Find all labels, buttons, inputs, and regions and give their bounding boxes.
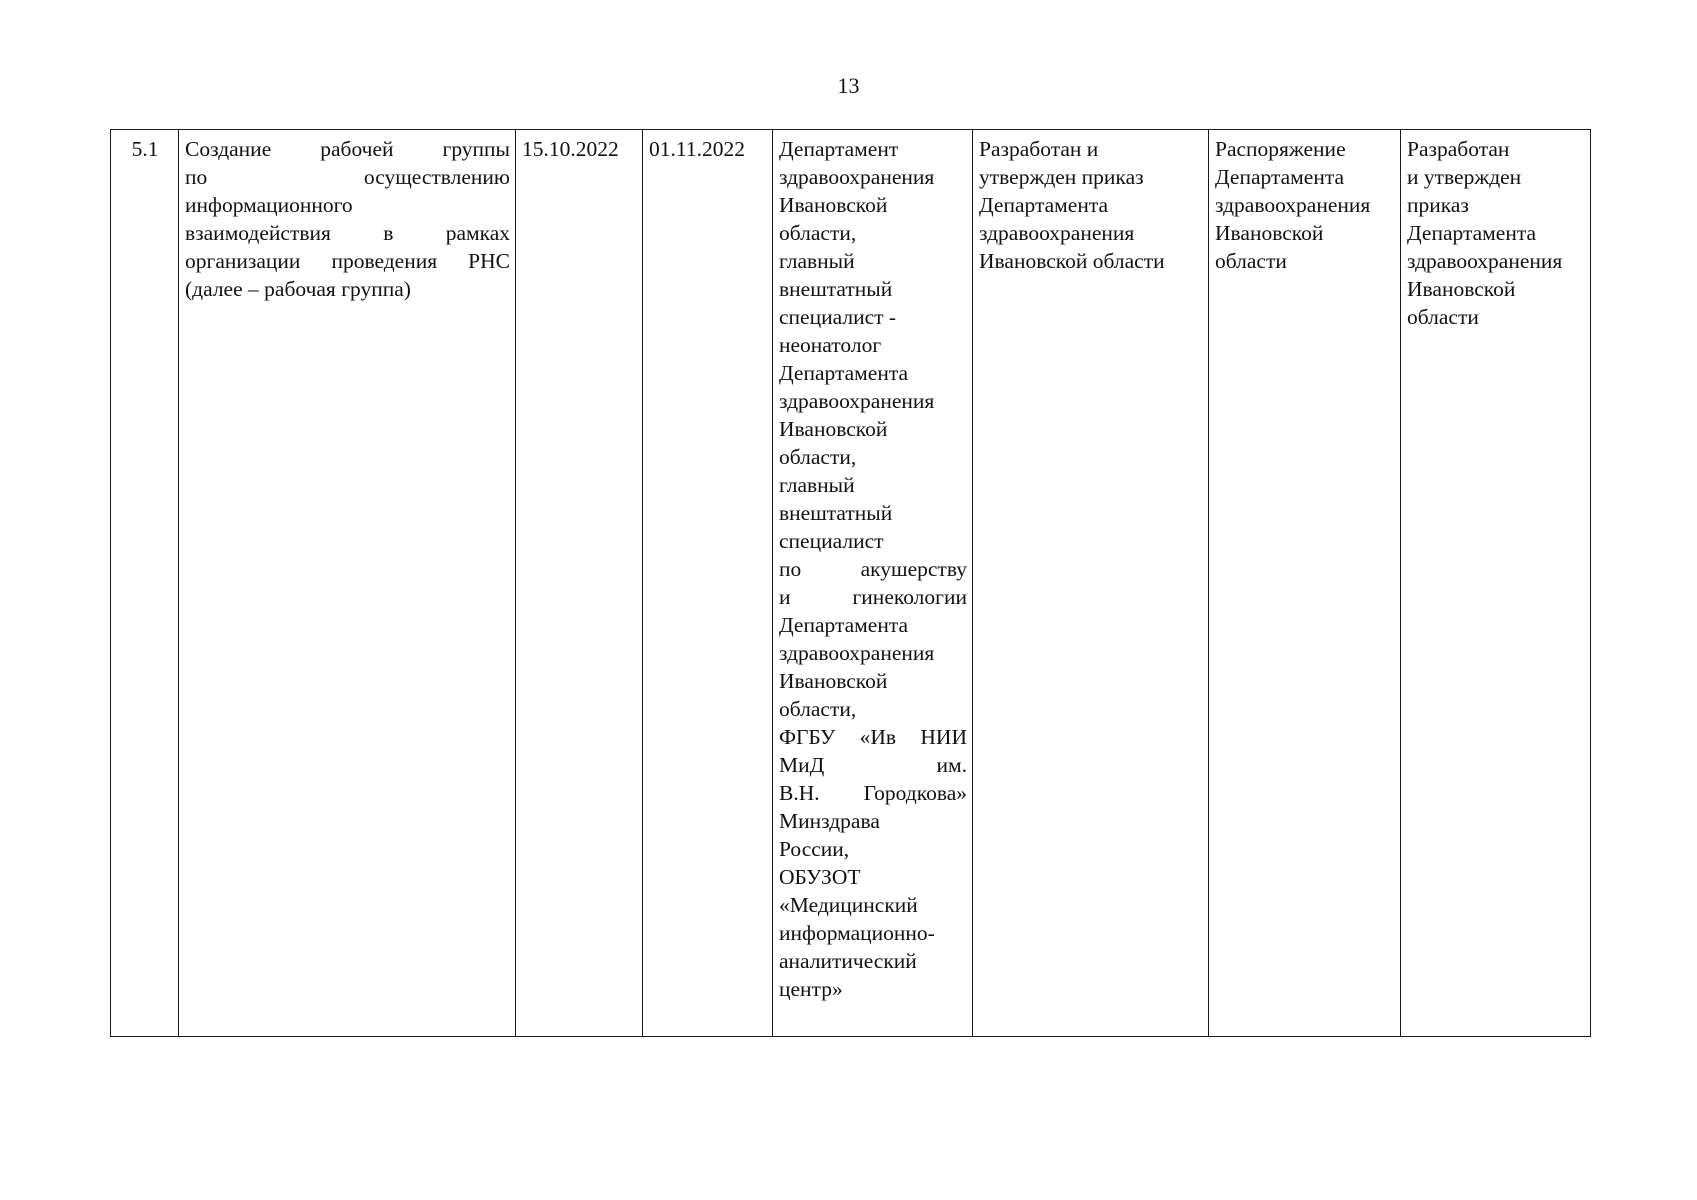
- activity-line: организации проведения РНС: [185, 249, 510, 273]
- responsible-line: России,: [779, 837, 850, 861]
- row-number: 5.1: [131, 137, 159, 161]
- document-cell: [1209, 130, 1401, 1037]
- document-line: Ивановской: [1215, 221, 1324, 245]
- responsible-line: специалист: [779, 529, 884, 553]
- result-line: утвержден приказ: [979, 165, 1144, 189]
- responsible-line: здравоохранения: [779, 389, 935, 413]
- outcome-line: области: [1407, 305, 1479, 329]
- result-line: Разработан и: [979, 137, 1099, 161]
- outcome-line: и утвержден: [1407, 165, 1522, 189]
- responsible-line: области,: [779, 445, 857, 469]
- row-number-cell: [111, 130, 179, 1037]
- document-line: Распоряжение: [1215, 137, 1346, 161]
- responsible-line: Департамента: [779, 613, 909, 637]
- activity-line: взаимодействия в рамках: [185, 221, 510, 245]
- table-row: [111, 130, 1591, 1037]
- responsible-line: Департамент: [779, 137, 899, 161]
- responsible-line: внештатный: [779, 501, 893, 525]
- outcome-cell: [1401, 130, 1591, 1037]
- activity-line: (далее – рабочая группа): [185, 277, 411, 301]
- responsible-cell: [773, 130, 973, 1037]
- document-text: [1215, 135, 1395, 275]
- responsible-line: аналитический: [779, 949, 917, 973]
- outcome-line: Ивановской: [1407, 277, 1516, 301]
- result-line: Ивановской области: [979, 249, 1165, 273]
- document-line: области: [1215, 249, 1287, 273]
- end-date: 01.11.2022: [649, 137, 745, 161]
- responsible-line: и гинекологии: [779, 585, 967, 609]
- responsible-line: информационно-: [779, 921, 935, 945]
- responsible-line: Минздрава: [779, 809, 880, 833]
- activity-cell: [179, 130, 516, 1037]
- outcome-line: приказ: [1407, 193, 1469, 217]
- result-line: Департамента: [979, 193, 1109, 217]
- activity-line: информационного: [185, 193, 353, 217]
- responsible-line: центр»: [779, 977, 843, 1001]
- responsible-text: [779, 135, 967, 1003]
- responsible-line: МиД им.: [779, 753, 967, 777]
- responsible-line: области,: [779, 221, 857, 245]
- result-cell: [973, 130, 1209, 1037]
- responsible-line: ОБУЗОТ: [779, 865, 861, 889]
- outcome-line: Разработан: [1407, 137, 1510, 161]
- responsible-line: специалист -: [779, 305, 897, 329]
- responsible-line: здравоохранения: [779, 165, 935, 189]
- result-text: [979, 135, 1203, 275]
- responsible-line: по акушерству: [779, 557, 967, 581]
- outcome-text: [1407, 135, 1585, 331]
- outcome-line: Департамента: [1407, 221, 1537, 245]
- responsible-line: здравоохранения: [779, 641, 935, 665]
- responsible-line: Ивановской: [779, 669, 888, 693]
- responsible-line: Департамента: [779, 361, 909, 385]
- responsible-line: главный: [779, 249, 855, 273]
- responsible-line: неонатолог: [779, 333, 882, 357]
- activity-text: [185, 135, 510, 303]
- responsible-line: ФГБУ «Ив НИИ: [779, 725, 967, 749]
- responsible-line: внештатный: [779, 277, 893, 301]
- end-date-cell: [643, 130, 773, 1037]
- result-line: здравоохранения: [979, 221, 1135, 245]
- outcome-line: здравоохранения: [1407, 249, 1563, 273]
- activity-line: по осуществлению: [185, 165, 510, 189]
- start-date-cell: [516, 130, 643, 1037]
- responsible-line: области,: [779, 697, 857, 721]
- document-line: здравоохранения: [1215, 193, 1371, 217]
- page-number: 13: [837, 73, 860, 98]
- responsible-line: «Медицинский: [779, 893, 918, 917]
- plan-table: [110, 129, 1591, 1037]
- responsible-line: Ивановской: [779, 417, 888, 441]
- activity-line: Создание рабочей группы: [185, 137, 510, 161]
- responsible-line: Ивановской: [779, 193, 888, 217]
- responsible-line: В.Н. Городкова»: [779, 781, 967, 805]
- responsible-line: главный: [779, 473, 855, 497]
- document-line: Департамента: [1215, 165, 1345, 189]
- start-date: 15.10.2022: [522, 137, 619, 161]
